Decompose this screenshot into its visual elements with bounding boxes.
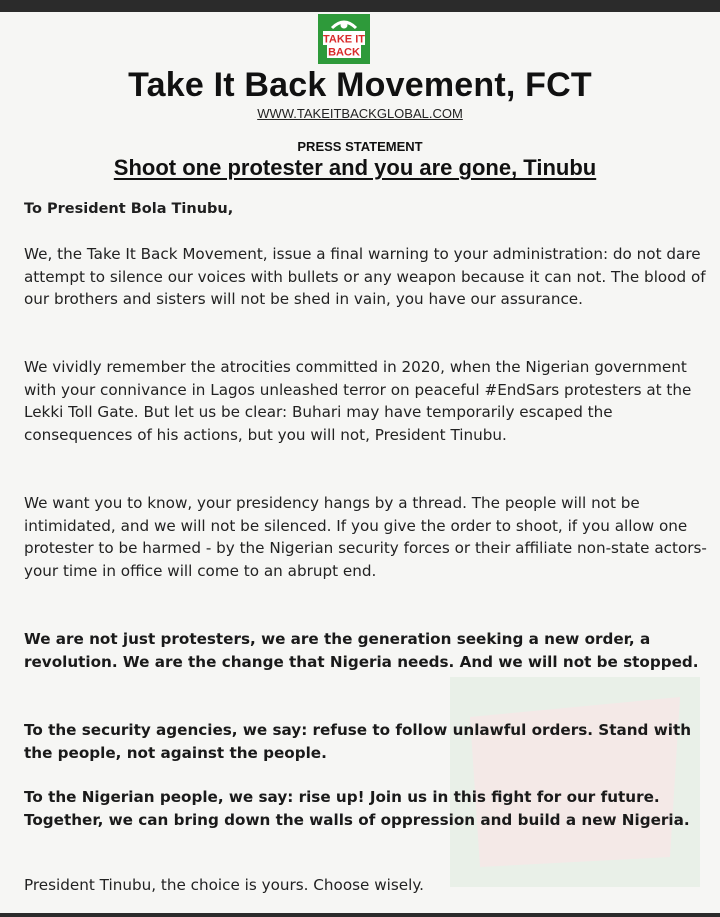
logo-text-line2: BACK <box>328 46 360 59</box>
website-link[interactable]: WWW.TAKEITBACKGLOBAL.COM <box>257 106 463 121</box>
logo-text-line1: TAKE IT <box>323 33 365 46</box>
paragraph-security-agencies: To the security agencies, we say: refuse to follow unlawful orders. Stand with the people, not against the people. <box>24 721 692 762</box>
paragraph-nigerian-people: To the Nigerian people, we say: rise up! Join us in this fight for our future. Together, we can bring down the walls of oppression and build a new Nigeria. <box>24 788 690 829</box>
top-bar <box>0 0 720 12</box>
organization-title: Take It Back Movement, FCT <box>128 66 592 104</box>
press-statement-label: PRESS STATEMENT <box>297 139 423 154</box>
paragraph-revolution: We are not just protesters, we are the generation seeking a new order, a revolution. We are the change that Nigeria needs. And we will not be stopped. <box>24 630 699 671</box>
paragraph-presidency: We want you to know, your presidency hangs by a thread. The people will not be intimidated, and we will not be silenced. If you give the order to shoot, if you allow one protester to be harmed - by the Nigerian security forces or their affiliate non-state actors- your time in office will come to an abrupt end. <box>24 494 707 580</box>
paragraph-endsars: We vividly remember the atrocities committed in 2020, when the Nigerian government with your connivance in Lagos unleashed terror on peaceful #EndSars protesters at the Lekki Toll Gate. But let us be clear: Buhari may have temporarily escaped the consequences of his actions, but you will not, President Tinubu. <box>24 358 692 444</box>
paragraph-warning: We, the Take It Back Movement, issue a final warning to your administration: do not dare attempt to silence our voices with bullets or any weapon because it can not. The blood of our brothers and sisters will not be shed in vain, you have our assurance. <box>24 245 706 309</box>
take-it-back-logo <box>318 14 370 64</box>
salutation: To President Bola Tinubu, <box>24 201 234 217</box>
signoff: President Tinubu, the choice is yours. Choose wisely. <box>24 876 424 894</box>
watermark-logo-icon <box>450 657 700 887</box>
bottom-bar <box>0 913 720 917</box>
statement-headline: Shoot one protester and you are gone, Tinubu <box>113 155 597 180</box>
